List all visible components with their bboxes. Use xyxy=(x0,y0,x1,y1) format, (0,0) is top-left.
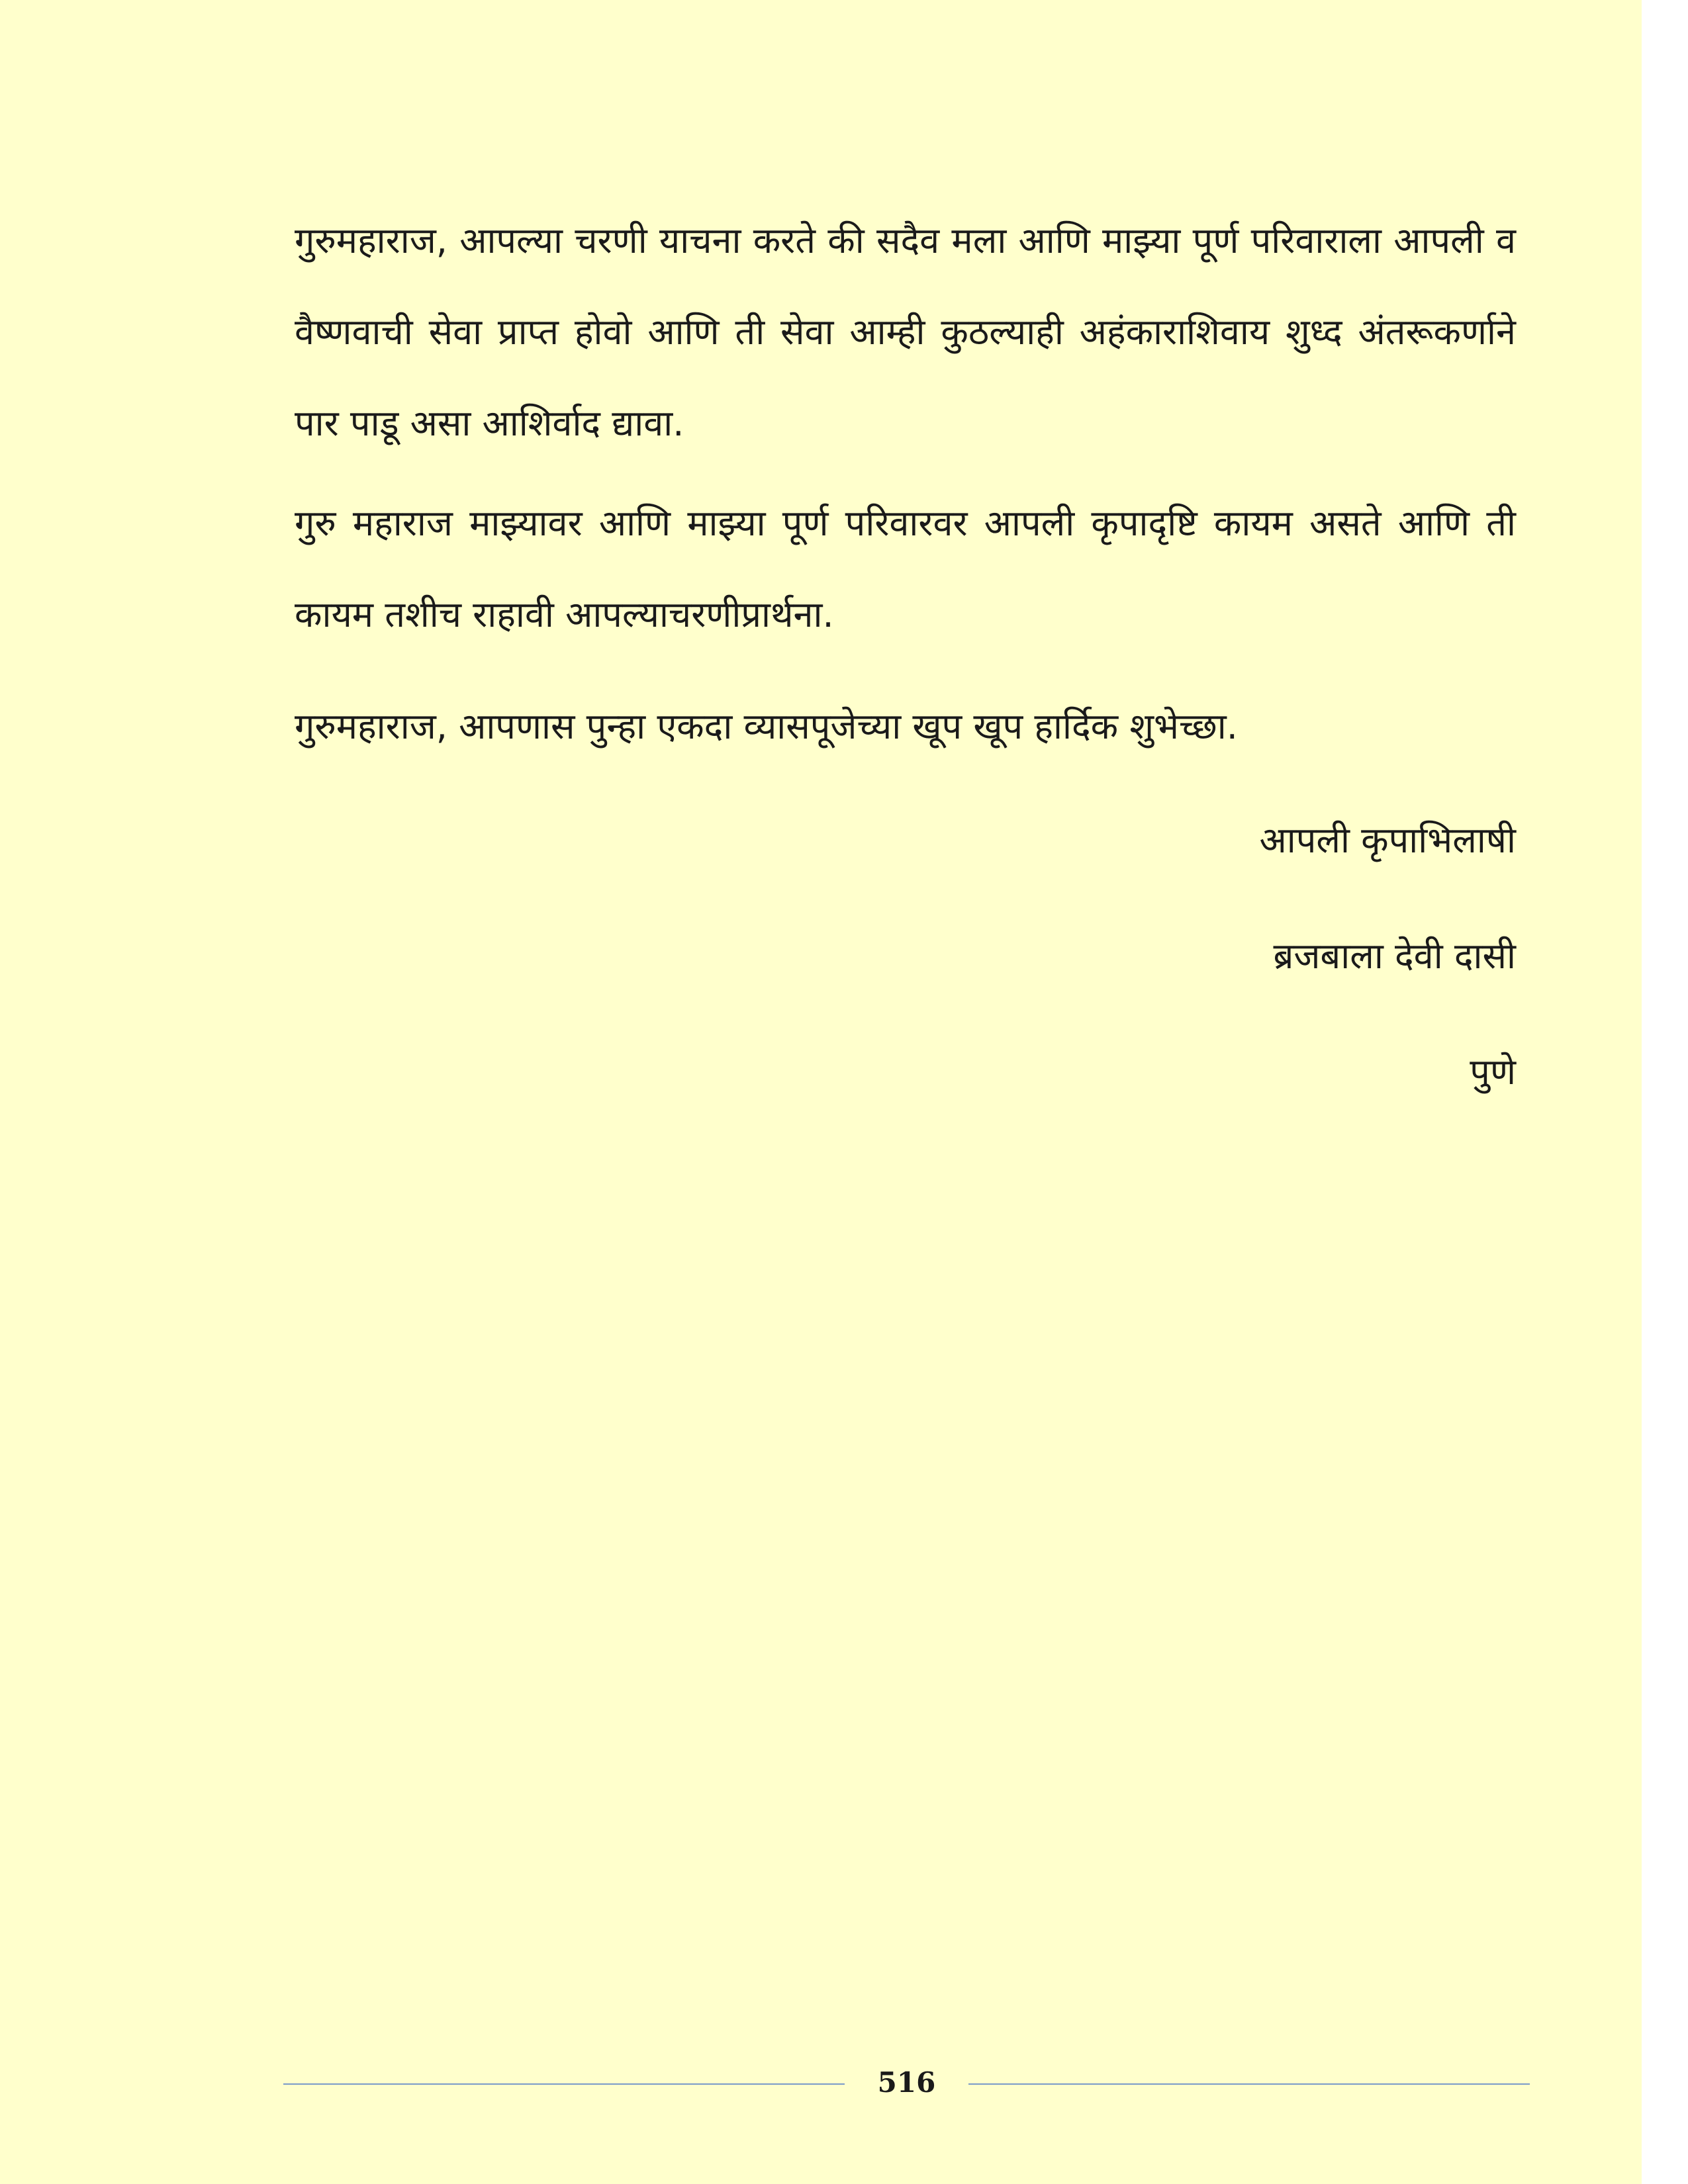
footer-rule-left xyxy=(283,2083,845,2085)
paragraph-prayer: गुरुमहाराज, आपल्या चरणी याचना करते की सदैव मला आणि माझ्या पूर्ण परिवाराला आपली व वैष्णवाची सेवा प्राप्त होवो आणि ती सेवा आम्ही कुठल्याही अहंकाराशिवाय शुध्द अंतरूकर्णाने पार पाडू असा आशिर्वाद द्यावा. xyxy=(295,220,1516,444)
page-number: 516 xyxy=(877,2066,936,2099)
paragraph-greeting: गुरुमहाराज, आपणास पुन्हा एकदा व्यासपूजेच्या खूप खूप हार्दिक शुभेच्छा. xyxy=(295,705,1238,747)
signature-closing: आपली कृपाभिलाषी xyxy=(1259,819,1516,861)
paragraph-blessing: गुरु महाराज माझ्यावर आणि माझ्या पूर्ण परिवारवर आपली कृपादृष्टि कायम असते आणि ती कायम तशीच राहावी आपल्याचरणीप्रार्थना. xyxy=(295,502,1516,635)
signature-place: पुणे xyxy=(1470,1051,1516,1093)
footer-rule-right xyxy=(968,2083,1530,2085)
signature-name: ब्रजबाला देवी दासी xyxy=(1273,935,1516,977)
